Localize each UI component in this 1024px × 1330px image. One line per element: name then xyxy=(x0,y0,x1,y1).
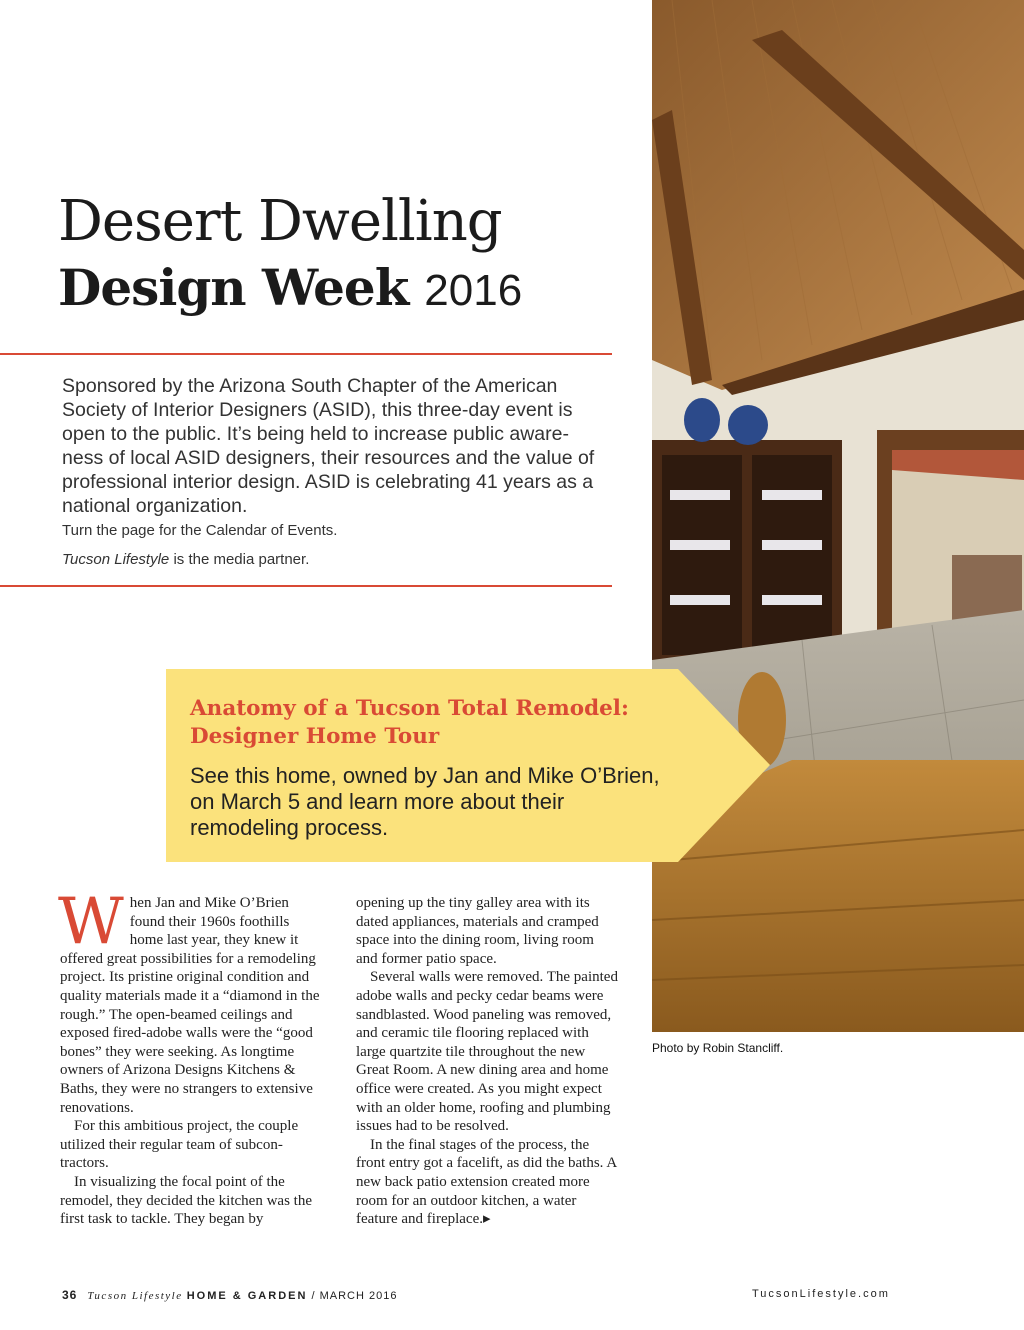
page-footer xyxy=(62,1288,397,1302)
article-paragraph xyxy=(58,885,322,1117)
photo-caption: Photo by Robin Stancliff. xyxy=(652,1041,784,1055)
calendar-note: Turn the page for the Calendar of Events. xyxy=(62,522,338,539)
article-column-1 xyxy=(58,885,322,1229)
page-title xyxy=(58,188,522,323)
article-paragraph: opening up the tiny galley area with its dated appliances, materials and cramped space into the dining room, living room and former patio space. xyxy=(356,895,599,967)
article-paragraph: For this ambitious project, the couple utilized their regular team of subcontractors. xyxy=(60,1118,299,1172)
media-partner-text: is the media partner. xyxy=(169,551,310,568)
drop-cap: W xyxy=(58,885,124,959)
top-divider xyxy=(0,353,612,355)
title-line-1: Desert Dwelling xyxy=(58,189,502,254)
callout-heading: Anatomy of a Tucson Total Remodel: Designer Home Tour xyxy=(190,696,629,749)
article-paragraph: In the final stages of the process, the front entry got a facelift, as did the baths. A new back patio extension created more room for an outdoor kitchen, a water feature and fireplace.▸ xyxy=(356,1136,617,1228)
article-paragraph: Several walls were removed. The painted adobe walls and pecky cedar beams were sandblasted. Wood paneling was removed, and ceramic tile flooring replaced with large quartzite tile throughout the new Great Room. A new dining area and home office were created. As you might expect with an older home, roofing and plumbing issues had to be resolved. xyxy=(356,969,618,1135)
bottom-divider xyxy=(0,585,612,587)
callout-body: See this home, owned by Jan and Mike O’Brien, on March 5 and learn more about their remodeling process. xyxy=(190,763,660,840)
article-column-2 xyxy=(356,894,618,1229)
magazine-name: Tucson Lifestyle xyxy=(87,1290,183,1302)
article-text: hen Jan and Mike O’Brien found their 1960s foothills home last year, they knew it offered great possibilities for a remodeling project. Its pristine original condition and quality materials made it a “diamond in the rough.” The open-beamed ceilings and exposed fired-adobe walls were the “good bones” they were seeking. As longtime owners of Arizona Designs Kitchens & Baths, they were no strangers to extensive renovations. xyxy=(60,895,320,1116)
title-bold: Design Week xyxy=(58,258,409,317)
footer-separator: / xyxy=(307,1290,320,1302)
section-name: HOME & GARDEN xyxy=(186,1290,308,1302)
media-partner-name: Tucson Lifestyle xyxy=(62,551,170,568)
interior-photo xyxy=(652,0,1024,1032)
issue-date: MARCH 2016 xyxy=(319,1290,398,1302)
page-number: 36 xyxy=(62,1288,78,1302)
title-line-2 xyxy=(58,256,522,323)
interior-photo-illustration xyxy=(652,0,1024,1032)
intro-paragraph: Sponsored by the Arizona South Chapter of the American Society of Interior Designers (ASID), this three-day event is open to the public. It’s being held to increase public awareness of local ASID designers, their resources and the value of professional interior design. ASID is celebrating 41 years as a national organization. xyxy=(62,375,595,517)
website-link[interactable]: TucsonLifestyle.com xyxy=(752,1288,890,1300)
article-paragraph: In visualizing the focal point of the remodel, they decided the kitchen was the first task to tackle. They began by xyxy=(60,1173,312,1228)
media-partner-note xyxy=(62,551,309,568)
title-year: 2016 xyxy=(424,266,523,315)
event-callout xyxy=(166,669,770,862)
